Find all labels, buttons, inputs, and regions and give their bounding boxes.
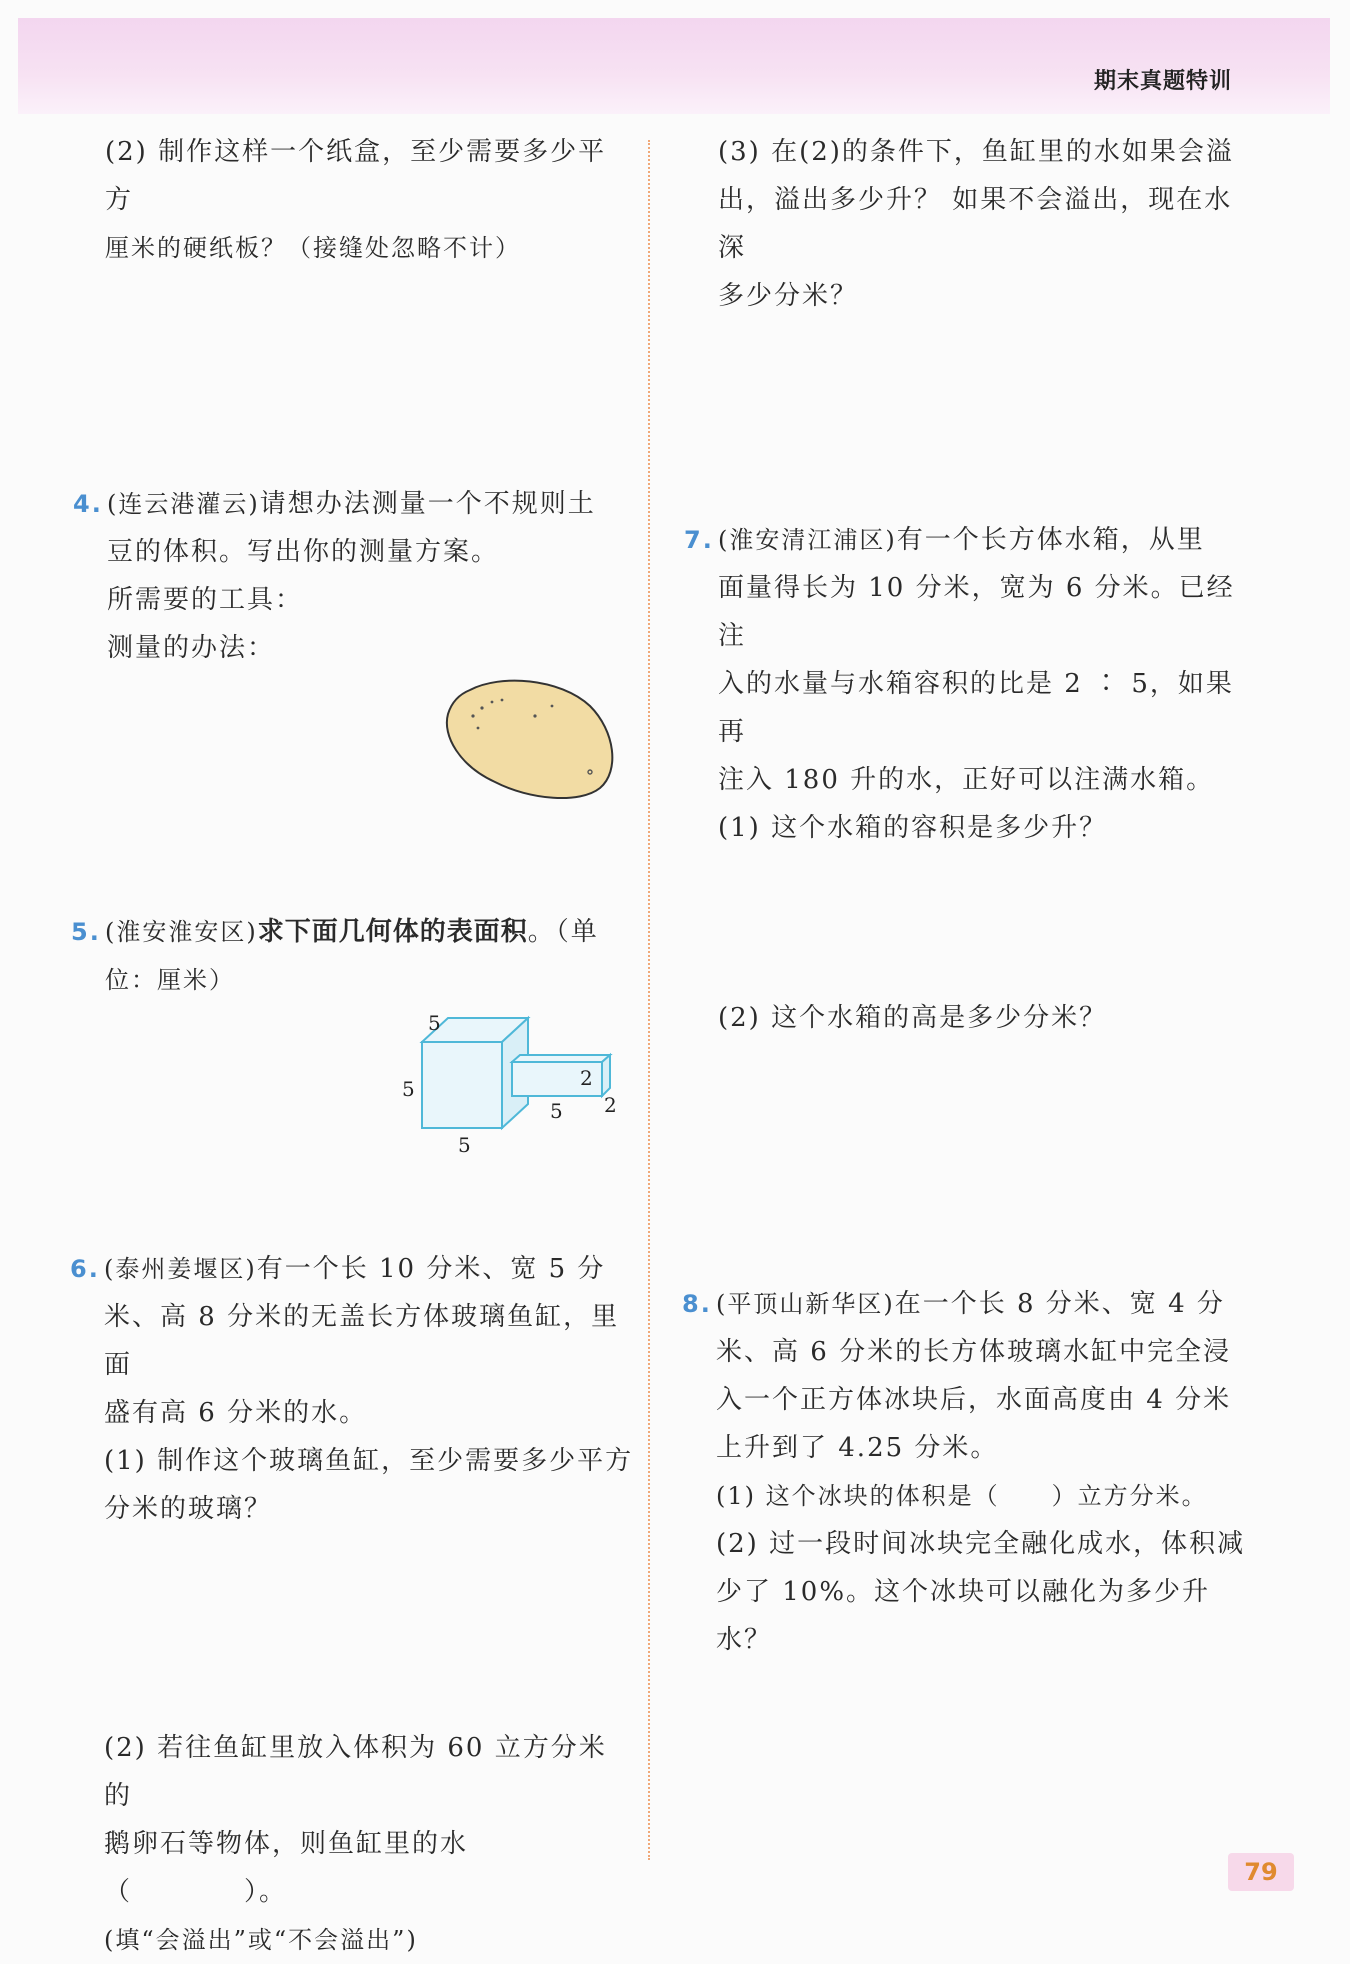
q8-line4: 上升到了 4.25 分米。	[716, 1433, 999, 1463]
dim-big-top: 5	[428, 1011, 441, 1035]
q7-1: (1) 这个水箱的容积是多少升？	[718, 813, 1108, 843]
dim-small-height: 2	[580, 1066, 593, 1090]
q6-line2: 米、高 8 分米的无盖长方体玻璃鱼缸，里面	[104, 1302, 620, 1380]
question-source: (淮安淮安区)	[105, 918, 258, 946]
dim-small-width: 2	[604, 1093, 617, 1117]
q4-line2: 豆的体积。写出你的测量方案。	[107, 537, 500, 567]
q8-text: 在一个长 8 分米、宽 4 分	[894, 1289, 1225, 1319]
q5-line1	[71, 908, 625, 956]
question-number: 7.	[684, 526, 714, 554]
q7-text: 有一个长方体水箱，从里	[896, 525, 1205, 555]
q6-text: 有一个长 10 分米、宽 5 分	[256, 1254, 606, 1284]
question-6-part-2	[104, 1724, 634, 1964]
question-source: (连云港灌云)	[107, 490, 260, 518]
q8-2-line1: (2) 过一段时间冰块完全融化成水，体积减	[716, 1529, 1246, 1559]
q6-1-line1: (1) 制作这个玻璃鱼缸，至少需要多少平方	[104, 1446, 634, 1476]
q6-line3: 盛有高 6 分米的水。	[104, 1398, 368, 1428]
q6-2-line3: (填“会溢出”或“不会溢出”)	[104, 1926, 418, 1954]
question-6-part-3	[718, 128, 1238, 320]
q7-line2: 面量得长为 10 分米，宽为 6 分米。已经注	[718, 573, 1235, 651]
q6-1-line2: 分米的玻璃？	[104, 1494, 273, 1524]
column-divider	[648, 140, 650, 1860]
q7-line3: 入的水量与水箱容积的比是 2 ∶ 5，如果再	[718, 669, 1234, 747]
dim-big-bottom: 5	[458, 1133, 471, 1157]
question-source: (平顶山新华区)	[716, 1290, 895, 1318]
question-7-part-2	[718, 994, 1238, 1042]
q3-2-line1: (2) 制作这样一个纸盒，至少需要多少平方	[105, 137, 607, 215]
question-number: 4.	[73, 490, 103, 518]
section-title: 期末真题特训	[1093, 69, 1232, 94]
question-3-part-2	[105, 128, 625, 272]
q5-line2: 位：厘米）	[105, 966, 235, 994]
question-8	[682, 1280, 1246, 1664]
question-number: 8.	[682, 1290, 712, 1318]
q5-text-tail: 。（单	[527, 917, 599, 947]
dim-big-left: 5	[402, 1077, 415, 1101]
q5-bold-text: 求下面几何体的表面积	[257, 917, 528, 947]
q3-2-line2: 厘米的硬纸板？（接缝处忽略不计）	[105, 234, 521, 262]
q8-line2: 米、高 6 分米的长方体玻璃水缸中完全浸	[716, 1337, 1232, 1367]
q6-3-line3: 多少分米？	[718, 281, 859, 311]
question-6	[70, 1245, 634, 1533]
question-number: 5.	[71, 918, 101, 946]
composite-solid-figure	[390, 1000, 630, 1170]
page-number: 79	[1228, 1853, 1294, 1891]
q7-line1	[684, 516, 1238, 564]
q4-method-label: 测量的办法：	[107, 633, 276, 663]
question-5	[71, 908, 625, 1004]
q6-2-line2: 鹅卵石等物体，则鱼缸里的水（ ）。	[104, 1829, 469, 1907]
q7-line4: 注入 180 升的水，正好可以注满水箱。	[718, 765, 1215, 795]
potato-image	[440, 676, 620, 802]
q8-line3: 入一个正方体冰块后，水面高度由 4 分米	[716, 1385, 1232, 1415]
q4-line1	[73, 480, 627, 528]
q4-tools-label: 所需要的工具：	[107, 585, 304, 615]
q8-1: (1) 这个冰块的体积是（ ）立方分米。	[716, 1482, 1208, 1510]
question-source: (淮安清江浦区)	[718, 526, 897, 554]
q6-2-line1: (2) 若往鱼缸里放入体积为 60 立方分米的	[104, 1733, 607, 1811]
q6-3-line1: (3) 在(2)的条件下，鱼缸里的水如果会溢	[718, 137, 1234, 167]
question-7	[684, 516, 1238, 852]
q8-line1	[682, 1280, 1246, 1328]
dim-small-length: 5	[550, 1099, 563, 1123]
question-number: 6.	[70, 1255, 100, 1283]
q7-2: (2) 这个水箱的高是多少分米？	[718, 1003, 1108, 1033]
q4-text: 请想办法测量一个不规则土	[259, 489, 596, 519]
question-4	[73, 480, 627, 672]
question-source: (泰州姜堰区)	[104, 1255, 257, 1283]
q6-3-line2: 出，溢出多少升？ 如果不会溢出，现在水深	[718, 185, 1233, 263]
q6-line1	[70, 1245, 634, 1293]
q8-2-line2: 少了 10%。这个冰块可以融化为多少升水？	[716, 1577, 1211, 1655]
